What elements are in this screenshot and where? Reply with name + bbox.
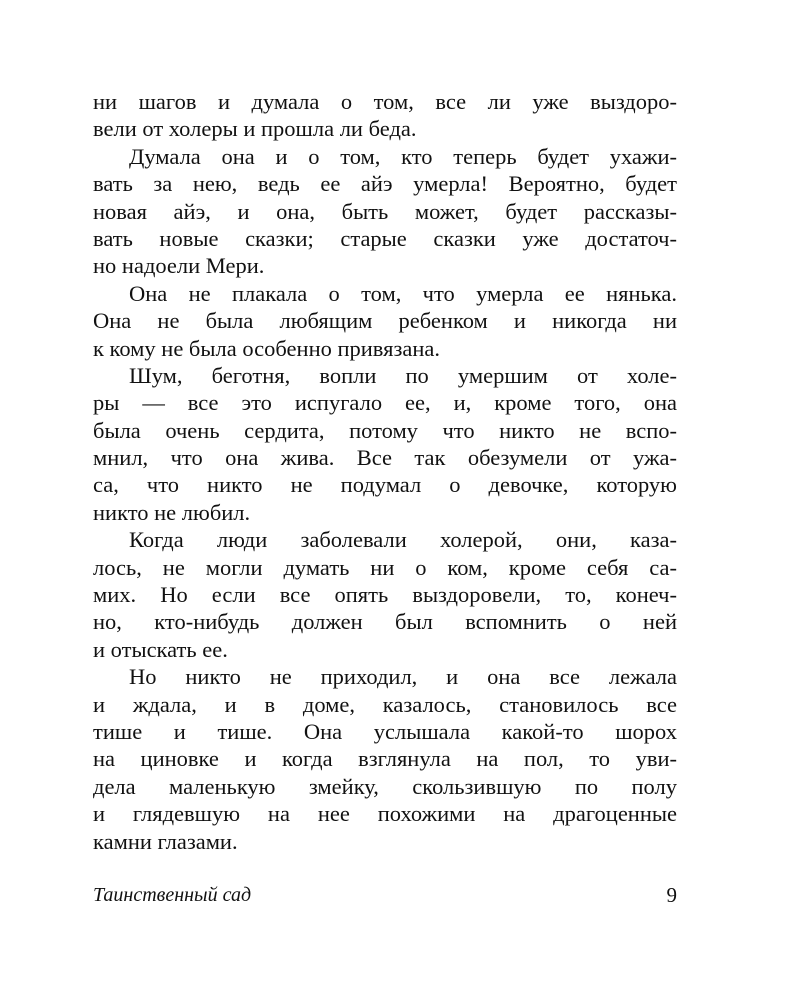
text-line: Она не плакала о том, что умерла ее нянька. [129, 280, 677, 306]
text-line: но надоели Мери. [93, 253, 265, 279]
text-line: тише и тише. Она услышала какой-то шорох [93, 718, 677, 744]
text-line: мнил, что она жива. Все так обезумели от ужа- [93, 445, 677, 471]
paragraph [93, 88, 677, 143]
text-line: и глядевшую на нее похожими на драгоценные [93, 801, 677, 827]
text-line: и ждала, и в доме, казалось, становилось все [93, 691, 677, 717]
text-line: Шум, беготня, вопли по умершим от холе- [129, 362, 677, 388]
text-line: никто не любил. [93, 499, 251, 525]
text-line: вать новые сказки; старые сказки уже достаточ- [93, 225, 677, 251]
paragraph [93, 362, 677, 526]
paragraph [93, 526, 677, 663]
text-line: Она не была любящим ребенком и никогда ни [93, 308, 677, 334]
text-line: Думала она и о том, кто теперь будет ухажи- [129, 143, 677, 169]
text-line: мих. Но если все опять выздоровели, то, конеч- [93, 582, 677, 608]
text-line: к кому не была особенно привязана. [93, 335, 441, 361]
text-line: но, кто-нибудь должен был вспомнить о ней [93, 609, 677, 635]
text-line: Но никто не приходил, и она все лежала [129, 664, 677, 690]
page-body-text [93, 88, 677, 855]
text-line: са, что никто не подумал о девочке, которую [93, 472, 677, 498]
paragraph [93, 663, 677, 855]
text-line: лось, не могли думать ни о ком, кроме себя са- [93, 554, 677, 580]
text-line: ни шагов и думала о том, все ли уже выздоро- [93, 89, 677, 114]
paragraph [93, 143, 677, 280]
page-number: 9 [666, 883, 677, 907]
paragraph [93, 280, 677, 362]
page-footer [93, 880, 677, 910]
text-line: и отыскать ее. [93, 636, 228, 662]
text-line: дела маленькую змейку, скользившую по полу [93, 773, 677, 799]
text-line: на циновке и когда взглянула на пол, то уви- [93, 746, 677, 772]
text-line: вать за нею, ведь ее айэ умерла! Вероятно, будет [93, 171, 677, 197]
text-line: новая айэ, и она, быть может, будет рассказы- [93, 198, 677, 224]
text-line: камни глазами. [93, 828, 238, 854]
running-title: Таинственный сад [93, 884, 252, 906]
text-line: была очень сердита, потому что никто не вспо- [93, 417, 677, 443]
text-line: Когда люди заболевали холерой, они, каза- [129, 527, 677, 553]
text-line: ры — все это испугало ее, и, кроме того, она [93, 390, 677, 416]
text-line: вели от холеры и прошла ли беда. [93, 116, 417, 142]
